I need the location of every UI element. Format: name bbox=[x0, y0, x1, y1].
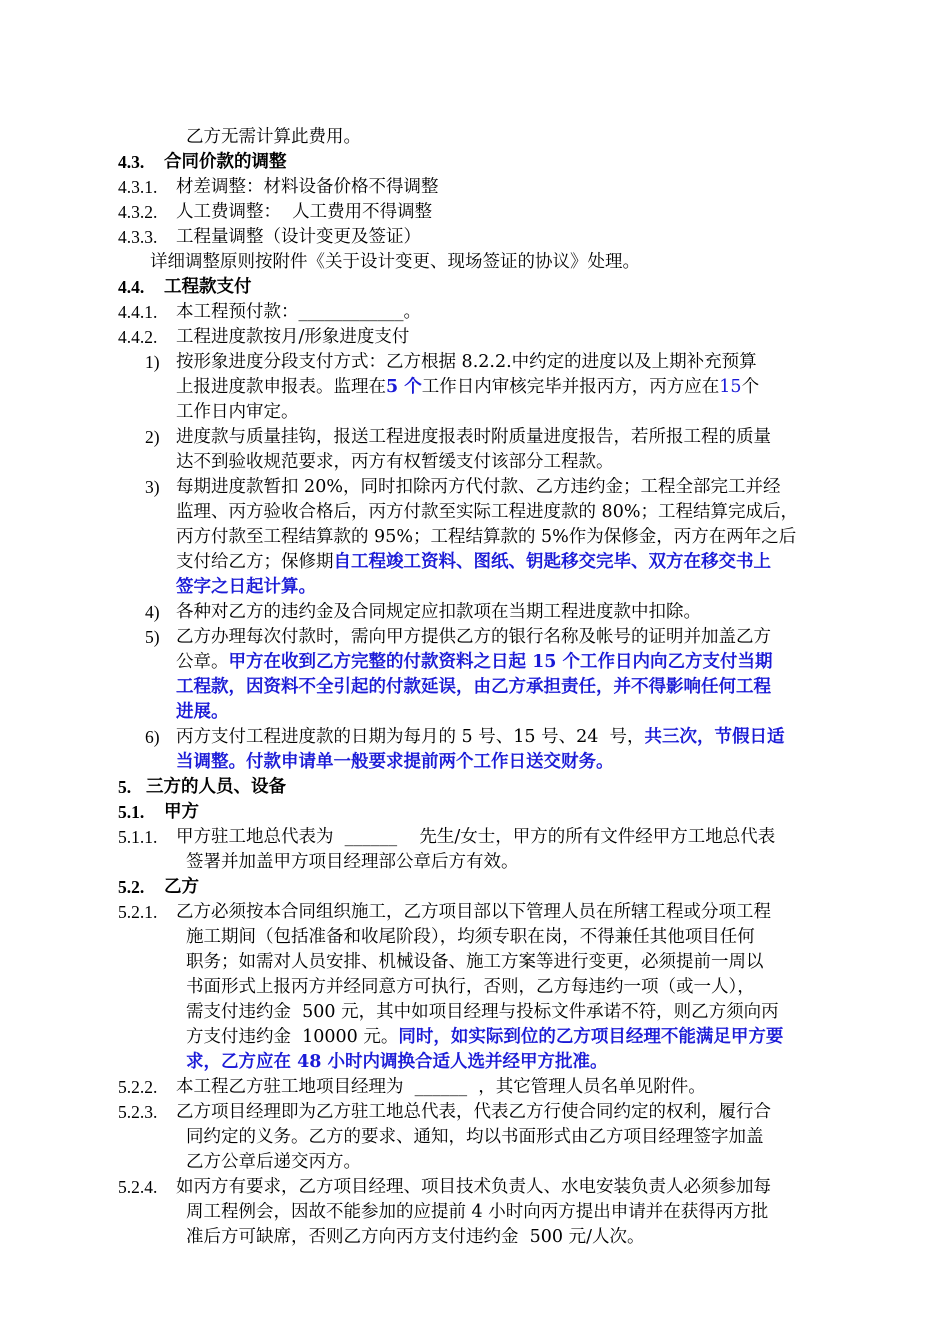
list-number: 1) bbox=[145, 352, 160, 372]
list-number: 6) bbox=[145, 727, 160, 747]
list-item-line: 签字之日起计算。 bbox=[176, 577, 316, 597]
clause-number: 4.3.3. bbox=[118, 227, 158, 247]
clause-text: 施工期间（包括准备和收尾阶段），均须专职在岗，不得兼任其他项目任何 bbox=[186, 927, 755, 947]
clause-text: 签署并加盖甲方项目经理部公章后方有效。 bbox=[186, 852, 519, 872]
clause-text: 准后方可缺席，否则乙方向丙方支付违约金 500 元/人次。 bbox=[186, 1227, 645, 1247]
clause-text: 乙方公章后递交丙方。 bbox=[186, 1152, 361, 1172]
clause-number: 5.2.2. bbox=[118, 1077, 158, 1097]
list-number: 5) bbox=[145, 627, 160, 647]
clause-number: 4.4.2. bbox=[118, 327, 158, 347]
clause-text: 求，乙方应在 48 小时内调换合适人选并经甲方批准。 bbox=[186, 1052, 608, 1072]
section-heading: 乙方 bbox=[164, 877, 199, 897]
list-item-line: 上报进度款申报表。监理在5 个工作日内审核完毕并报丙方，丙方应在15个 bbox=[176, 377, 760, 397]
clause-text: 本工程预付款：____________。 bbox=[176, 302, 421, 322]
clause-number: 5.2.3. bbox=[118, 1102, 158, 1122]
section-number: 4.4. bbox=[118, 277, 145, 297]
list-item-line: 乙方办理每次付款时，需向甲方提供乙方的银行名称及帐号的证明并加盖乙方 bbox=[176, 627, 771, 647]
clause-text: 乙方必须按本合同组织施工，乙方项目部以下管理人员在所辖工程或分项工程 bbox=[176, 902, 771, 922]
list-item-line: 监理、丙方验收合格后，丙方付款至实际工程进度款的 80%；工程结算完成后， bbox=[176, 502, 798, 522]
list-item-line: 各种对乙方的违约金及合同规定应扣款项在当期工程进度款中扣除。 bbox=[176, 602, 701, 622]
clause-number: 4.4.1. bbox=[118, 302, 158, 322]
clause-text: 本工程乙方驻工地项目经理为 ______ ，其它管理人员名单见附件。 bbox=[176, 1077, 706, 1097]
list-item-line: 当调整。付款申请单一般要求提前两个工作日送交财务。 bbox=[176, 752, 614, 772]
clause-number: 5.1.1. bbox=[118, 827, 158, 847]
clause-number: 4.3.2. bbox=[118, 202, 158, 222]
section-heading: 合同价款的调整 bbox=[164, 152, 287, 172]
list-item-line: 工作日内审定。 bbox=[176, 402, 299, 422]
clause-text: 乙方项目经理即为乙方驻工地总代表，代表乙方行使合同约定的权利，履行合 bbox=[176, 1102, 771, 1122]
clause-number: 4.3.1. bbox=[118, 177, 158, 197]
list-number: 2) bbox=[145, 427, 160, 447]
section-heading: 三方的人员、设备 bbox=[146, 777, 286, 797]
section-number: 4.3. bbox=[118, 152, 145, 172]
clause-number: 5.2.1. bbox=[118, 902, 158, 922]
section-number: 5. bbox=[118, 777, 132, 797]
section-number: 5.1. bbox=[118, 802, 145, 822]
clause-text: 职务；如需对人员安排、机械设备、施工方案等进行变更，必须提前一周以 bbox=[186, 952, 764, 972]
list-item-line: 丙方支付工程进度款的日期为每月的 5 号、15 号、24 号，共三次，节假日适 bbox=[176, 727, 785, 747]
clause-text: 周工程例会，因故不能参加的应提前 4 小时向丙方提出申请并在获得丙方批 bbox=[186, 1202, 769, 1222]
clause-text: 如丙方有要求，乙方项目经理、项目技术负责人、水电安装负责人必须参加每 bbox=[176, 1177, 771, 1197]
list-item-line: 进展。 bbox=[176, 702, 229, 722]
list-item-line: 支付给乙方；保修期自工程竣工资料、图纸、钥匙移交完毕、双方在移交书上 bbox=[176, 552, 771, 572]
list-item-line: 公章。甲方在收到乙方完整的付款资料之日起 15 个工作日内向乙方支付当期 bbox=[176, 652, 773, 672]
list-item-line: 达不到验收规范要求，丙方有权暂缓支付该部分工程款。 bbox=[176, 452, 614, 472]
list-number: 4) bbox=[145, 602, 160, 622]
clause-text: 方支付违约金 10000 元。同时，如实际到位的乙方项目经理不能满足甲方要 bbox=[186, 1027, 784, 1047]
clause-detail: 详细调整原则按附件《关于设计变更、现场签证的协议》处理。 bbox=[150, 252, 640, 272]
clause-text: 同约定的义务。乙方的要求、通知，均以书面形式由乙方项目经理签字加盖 bbox=[186, 1127, 764, 1147]
clause-text: 书面形式上报丙方并经同意方可执行，否则，乙方每违约一项（或一人）， bbox=[186, 977, 755, 997]
clause-number: 5.2.4. bbox=[118, 1177, 158, 1197]
list-item-line: 进度款与质量挂钩，报送工程进度报表时附质量进度报告，若所报工程的质量 bbox=[176, 427, 771, 447]
clause-text: 甲方驻工地总代表为 ______ 先生/女士，甲方的所有文件经甲方工地总代表 bbox=[176, 827, 776, 847]
section-number: 5.2. bbox=[118, 877, 145, 897]
clause-text: 工程量调整（设计变更及签证） bbox=[176, 227, 421, 247]
clause-text: 材差调整：材料设备价格不得调整 bbox=[176, 177, 439, 197]
clause-text: 人工费调整： 人工费用不得调整 bbox=[176, 202, 433, 222]
list-item-line: 工程款，因资料不全引起的付款延误，由乙方承担责任，并不得影响任何工程 bbox=[176, 677, 771, 697]
list-item-line: 丙方付款至工程结算款的 95%；工程结算款的 5%作为保修金，丙方在两年之后 bbox=[176, 527, 797, 547]
clause-text: 工程进度款按月/形象进度支付 bbox=[176, 327, 410, 347]
section-heading: 工程款支付 bbox=[164, 277, 252, 297]
paragraph-line: 乙方无需计算此费用。 bbox=[186, 127, 361, 147]
list-item-line: 每期进度款暂扣 20%，同时扣除丙方代付款、乙方违约金；工程全部完工并经 bbox=[176, 477, 781, 497]
list-number: 3) bbox=[145, 477, 160, 497]
section-heading: 甲方 bbox=[164, 802, 199, 822]
list-item-line: 按形象进度分段支付方式：乙方根据 8.2.2.中约定的进度以及上期补充预算 bbox=[176, 352, 757, 372]
clause-text: 需支付违约金 500 元，其中如项目经理与投标文件承诺不符，则乙方须向丙 bbox=[186, 1002, 779, 1022]
